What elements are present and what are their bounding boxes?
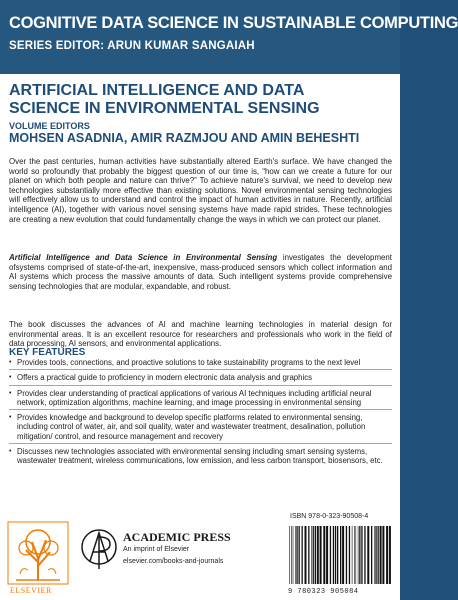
barcode-bar <box>358 526 359 584</box>
barcode-bar <box>364 526 365 584</box>
barcode-bar <box>356 526 357 584</box>
barcode-bar <box>291 526 292 584</box>
barcode-bar <box>305 526 307 584</box>
barcode-bar <box>289 526 290 584</box>
barcode-bar <box>323 526 325 584</box>
book-title-line1: ARTIFICIAL INTELLIGENCE AND DATA <box>9 82 305 99</box>
book-title <box>9 82 394 118</box>
book-title-line2: SCIENCE IN ENVIRONMENTAL SENSING <box>9 100 320 117</box>
key-feature-item <box>9 413 392 444</box>
barcode-bar <box>375 526 376 584</box>
key-feature-text: Provides tools, connections, and proactive solutions to take sustainability programs to the next level <box>17 358 361 367</box>
key-feature-text: Offers a practical guide to proficiency in modern electronic data analysis and graphics <box>17 373 312 383</box>
isbn-label: ISBN 978-0-323-90508-4 <box>290 513 369 520</box>
bullet-icon: • <box>9 414 12 422</box>
barcode-bar <box>342 526 344 584</box>
barcode-bar <box>313 526 314 584</box>
series-title-part2: IN SUSTAINABLE COMPUTING <box>222 14 458 32</box>
barcode-bar <box>367 526 369 584</box>
bullet-icon: • <box>9 389 12 397</box>
key-feature-text: Provides knowledge and background to develop specific platforms related to environmental sensing, including control of water, air, and soil quality, water and wastewater treatment, desalination, pollution mitigation/ control, and resource management and recovery <box>17 413 366 441</box>
volume-editors: MOHSEN ASADNIA, AMIR RAZMJOU AND AMIN BEHESHTI <box>9 131 360 145</box>
description-paragraph-3: The book discusses the advances of AI and machine learning technologies in material design for environmental areas. It is an excellent resource for researchers and professionals who work in the field of data processing, AI sensors, and environmental applications. <box>9 320 392 349</box>
description-paragraph-2 <box>9 253 392 291</box>
barcode-bar <box>308 526 309 584</box>
barcode-number: 9 780323 905084 <box>288 588 359 596</box>
barcode-bar <box>335 526 336 584</box>
elsevier-tree-logo <box>8 522 68 594</box>
barcode-bar <box>315 526 316 584</box>
academic-press-logo <box>80 525 118 573</box>
barcode-bar <box>371 526 372 584</box>
key-feature-text: Discusses new technologies associated with environmental sensing including smart sensing systems, wastewater treatment, wireless communications, low emission, and less carbon transport, biosensors, etc. <box>17 447 383 466</box>
bullet-icon: • <box>9 359 12 366</box>
barcode-bar <box>378 526 379 584</box>
barcode-bar <box>293 526 294 584</box>
barcode-bar <box>320 526 322 584</box>
key-feature-text: Provides clear understanding of practical applications of various AI techniques including artificial neural network, optimization algorithms, machine learning, and image processing in environmental sensing <box>17 388 372 407</box>
bullet-icon: • <box>9 374 12 382</box>
barcode-bar <box>311 526 312 584</box>
isbn-barcode <box>285 522 395 588</box>
key-feature-item <box>9 389 392 411</box>
publisher-imprint: An imprint of Elsevier <box>123 546 190 553</box>
barcode-bar <box>296 526 297 584</box>
barcode-bar <box>352 526 353 584</box>
key-feature-item <box>9 373 392 385</box>
series-title <box>9 14 458 33</box>
barcode-bar <box>359 526 360 584</box>
volume-editors-label: VOLUME EDITORS <box>9 121 90 131</box>
publisher-name: ACADEMIC PRESS <box>123 530 231 544</box>
barcode-bar <box>333 526 334 584</box>
key-features-list <box>9 358 392 471</box>
key-feature-item <box>9 358 392 370</box>
barcode-bar <box>354 526 355 584</box>
series-title-part1: COGNITIVE DATA SCIENCE <box>9 14 223 32</box>
barcode-bar <box>330 526 331 584</box>
barcode-bar <box>380 526 382 584</box>
barcode-bar <box>337 526 338 584</box>
barcode-bar <box>361 526 362 584</box>
key-feature-item <box>9 447 392 468</box>
barcode-bar <box>374 526 375 584</box>
elsevier-wordmark: ELSEVIER <box>10 586 52 595</box>
barcode-bar <box>340 526 341 584</box>
barcode-bar <box>382 526 384 584</box>
key-features-heading: KEY FEATURES <box>9 347 86 358</box>
barcode-bar <box>302 526 303 584</box>
barcode-bar <box>386 526 388 584</box>
barcode-bar <box>349 526 350 584</box>
description-paragraph-1: Over the past centuries, human activities have substantially altered Earth's surface. We have changed the world so profoundly that probably the biggest question of our time is, “how can we create a future for our planet on which both people and nature can thrive?” To achieve nature's survival, we need to develop new technologies substantially more effective than existing solutions. Novel environmental sensing technologies will effectively allow us to understand and control the impact of human activities in nature. Recently, artificial intelligence (AI), together with various novel sensing systems have made rapid strides. These technologies are creating a new evolution that could fundamentally change the ways in which we can protect our planet. <box>9 157 392 224</box>
publisher-url[interactable]: elsevier.com/books-and-journals <box>123 558 224 565</box>
bullet-icon: • <box>9 448 12 456</box>
series-editor: SERIES EDITOR: ARUN KUMAR SANGAIAH <box>9 40 255 52</box>
barcode-bar <box>317 526 319 584</box>
barcode-bar <box>295 526 296 584</box>
series-band <box>0 0 400 74</box>
barcode-bar <box>389 526 391 584</box>
description-paragraph-2-rest: investigates the development ofsystems comprised of state-of-the-art, inexpensive, mass-produced sensors which collect information and AI systems which process the massive amounts of data. Such intelligent systems provide comprehensive sensing technologies that are modular, expandable, and robust. <box>9 253 392 291</box>
barcode-bar <box>299 526 300 584</box>
description-book-title: Artificial Intelligence and Data Science in Environmental Sensing <box>9 253 278 262</box>
barcode-bar <box>346 526 347 584</box>
barcode-bar <box>326 526 328 584</box>
